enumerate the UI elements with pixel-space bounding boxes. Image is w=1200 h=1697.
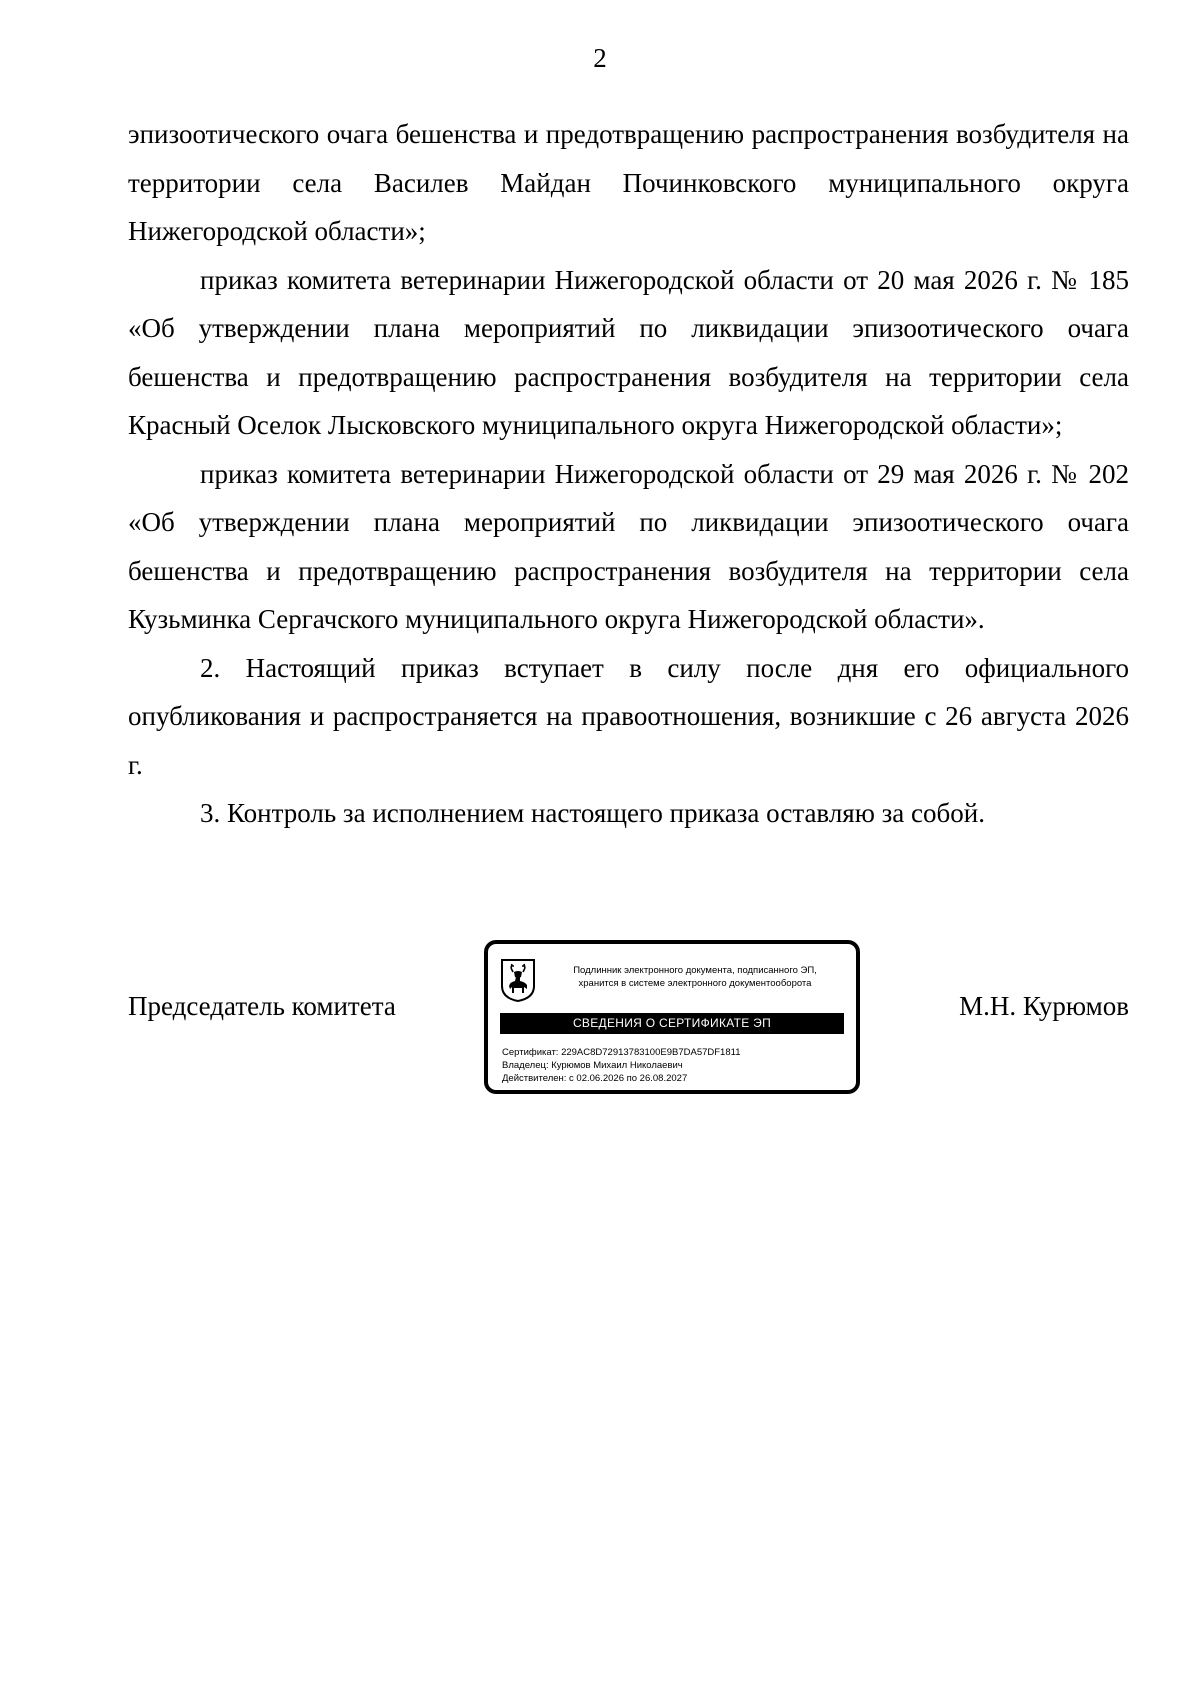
certificate-info-bar: СВЕДЕНИЯ О СЕРТИФИКАТЕ ЭП — [500, 1013, 844, 1034]
paragraph-order-202: приказ комитета ветеринарии Нижегородской области от 29 мая 2026 г. № 202 «Об утверждении плана мероприятий по ликвидации эпизоотического очага бешенства и предотвращению распространения возбудителя на территории села Кузьминка Сергачского муниципального округа Нижегородской области». — [128, 458, 1129, 634]
certificate-number: Сертификат: 229AC8D72913783100E9B7DA57DF1811 — [502, 1047, 741, 1058]
stamp-header — [540, 964, 850, 990]
paragraph-clause-2: 2. Настоящий приказ вступает в силу после дня его официального опубликования и распространяется на правоотношения, возникшие с 26 августа 2026 г. — [128, 652, 1129, 780]
signer-position: Председатель комитета — [128, 991, 396, 1021]
document-body — [128, 110, 1129, 838]
certificate-details — [502, 1046, 848, 1085]
certificate-owner: Владелец: Курюмов Михаил Николаевич — [502, 1060, 683, 1071]
stamp-header-line: Подлинник электронного документа, подписанного ЭП, — [573, 965, 817, 976]
certificate-validity: Действителен: с 02.06.2026 по 26.08.2027 — [502, 1073, 688, 1084]
paragraph-continuation: эпизоотического очага бешенства и предотвращению распространения возбудителя на территории села Василев Майдан Починковского муниципального округа Нижегородской области»; — [128, 119, 1129, 246]
signature-block — [128, 940, 1129, 1130]
deer-emblem-icon — [500, 958, 536, 1002]
signer-name: М.Н. Курюмов — [959, 991, 1129, 1021]
e-signature-stamp — [484, 940, 860, 1094]
stamp-header-line: хранится в системе электронного документооборота — [578, 978, 812, 989]
page-number: 2 — [593, 43, 607, 73]
paragraph-clause-3: 3. Контроль за исполнением настоящего приказа оставляю за собой. — [200, 798, 985, 828]
paragraph-order-185: приказ комитета ветеринарии Нижегородской области от 20 мая 2026 г. № 185 «Об утверждении плана мероприятий по ликвидации эпизоотического очага бешенства и предотвращению распространения возбудителя на территории села Красный Оселок Лысковского муниципального округа Нижегородской области»; — [128, 264, 1129, 440]
